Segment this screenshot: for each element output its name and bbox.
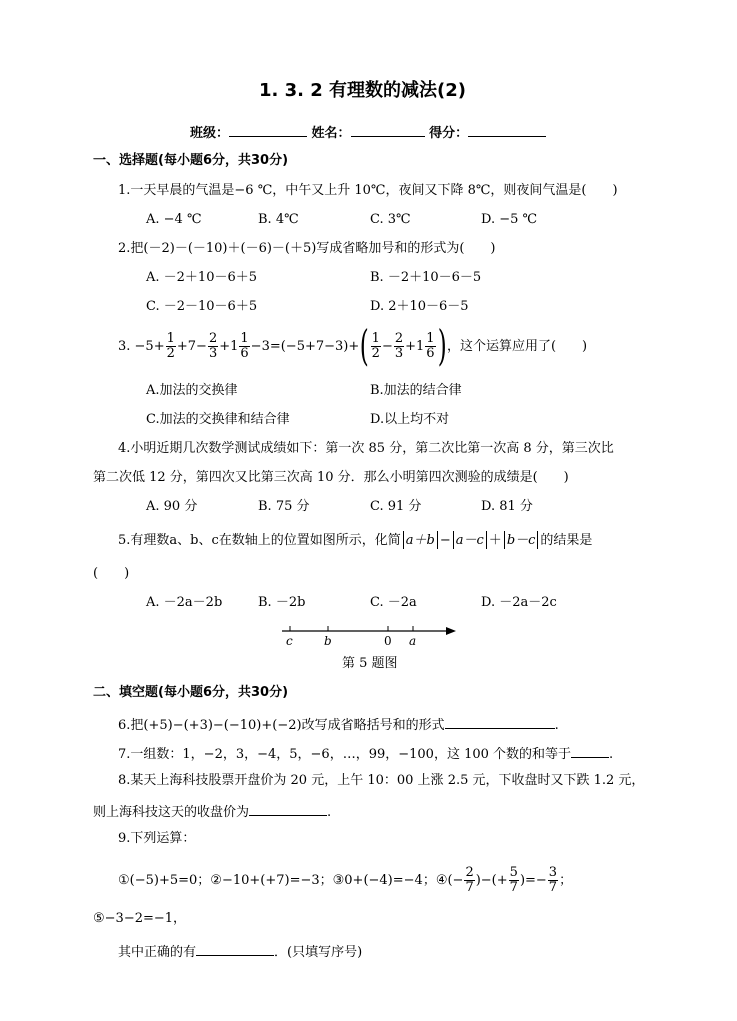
- q9-fraction-1: $\frac{2}{7}$: [465, 864, 474, 895]
- q5-number-line: [278, 620, 464, 648]
- page-title: 1. 3. 2 有理数的减法(2): [259, 80, 467, 101]
- class-label: 班级：: [190, 126, 230, 141]
- q5-option-c: C. －2a: [370, 595, 417, 610]
- q3-option-b: B.加法的结合律: [370, 383, 462, 398]
- q4-option-c: C. 91 分: [370, 499, 422, 514]
- axis-label-b: b: [324, 634, 332, 648]
- class-blank[interactable]: [229, 124, 307, 137]
- score-label: 得分：: [429, 126, 469, 141]
- q9-fraction-3: $\frac{3}{7}$: [548, 864, 558, 895]
- q3-stem: [118, 321, 588, 371]
- q6-answer-blank[interactable]: [445, 716, 555, 729]
- q5-figure-caption: 第 5 题图: [342, 656, 398, 671]
- q9-fraction-2: $\frac{5}{7}$: [509, 864, 518, 895]
- q4-line2: 第二次低 12 分，第四次又比第三次高 10 分．那么小明第四次测验的成绩是( ): [93, 470, 569, 485]
- q2-option-c: C. －2－10－6＋5: [146, 299, 258, 314]
- q9-answer-blank[interactable]: [196, 943, 274, 956]
- q7-answer-blank[interactable]: [571, 745, 609, 758]
- q8-line2: [93, 803, 331, 819]
- q3-suffix: ，这个运算应用了( ): [446, 338, 588, 354]
- q9-part2: )−(+: [475, 872, 508, 888]
- q5-stem: [118, 530, 592, 550]
- name-label: 姓名：: [311, 126, 351, 141]
- q4-option-a: A. 90 分: [146, 499, 198, 514]
- section1-heading: 一、选择题(每小题6分，共30分): [93, 153, 289, 168]
- q3-fraction-2: $\frac{2}{3}$: [208, 330, 218, 361]
- q3-option-c: C.加法的交换律和结合律: [146, 412, 290, 427]
- q9-answer-prefix: 其中正确的有: [118, 945, 197, 960]
- q9-part4: ；: [559, 872, 573, 888]
- q8-line1: 8.某天上海科技股票开盘价为 20 元，上午 10：00 上涨 2.5 元，下收盘时又下跌 1.2 元，: [118, 773, 645, 788]
- q3-option-a: A.加法的交换律: [146, 383, 238, 398]
- q7-text: 7.一组数：1，−2，3，−4，5，−6，…，99，−100，这 100 个数的和等于: [118, 747, 572, 762]
- q3-option-d: D.以上均不对: [370, 412, 450, 427]
- q8-answer-blank[interactable]: [249, 803, 327, 816]
- q9-intro: 9.下列运算：: [118, 831, 196, 846]
- q2-stem: 2.把(－2)－(－10)＋(－6)－(＋5)写成省略加号和的形式为( ): [118, 241, 496, 256]
- q6-end: .: [554, 718, 559, 733]
- q5-option-b: B. －2b: [258, 595, 306, 610]
- q7: [118, 745, 613, 761]
- q3-right-paren: ): [437, 321, 447, 371]
- q7-end: .: [609, 747, 614, 762]
- q2-option-d: D. 2＋10－6－5: [370, 299, 469, 314]
- q4-option-b: B. 75 分: [258, 499, 310, 514]
- q1-option-d: D. −5 ℃: [481, 212, 538, 227]
- q3-prefix: 3. −5+: [118, 338, 165, 354]
- q5-abs-expr-3: b－c: [506, 532, 536, 548]
- q5-abs-expr-1: a＋b: [405, 532, 435, 548]
- q3-left-paren: (: [359, 321, 369, 371]
- q2-option-b: B. －2＋10－6－5: [370, 270, 482, 285]
- q1-option-a: A. −4 ℃: [146, 212, 202, 227]
- q2-option-a: A. －2＋10－6＋5: [146, 270, 258, 285]
- q3-group-fraction-2: $\frac{2}{3}$: [394, 330, 404, 361]
- q1-option-c: C. 3℃: [370, 212, 411, 227]
- axis-label-a: a: [409, 634, 417, 648]
- number-line-arrow-icon: [446, 627, 456, 635]
- q9-line2: ⑤−3−2=−1，: [93, 911, 187, 926]
- q3-fraction-1: $\frac{1}{2}$: [166, 330, 175, 361]
- axis-label-0: 0: [384, 634, 392, 648]
- section2-heading: 二、填空题(每小题6分，共30分): [93, 685, 289, 700]
- q3-group-fraction-3: $\frac{1}{6}$: [426, 330, 435, 361]
- q3-mid2: +1: [219, 338, 239, 354]
- q1-option-b: B. 4℃: [258, 212, 299, 227]
- q5-line2: ( ): [93, 566, 130, 581]
- q9-answer: [118, 943, 362, 959]
- q6-text: 6.把(+5)−(+3)−(−10)+(−2)改写成省略括号和的形式: [118, 718, 445, 733]
- q3-fraction-3: $\frac{1}{6}$: [240, 330, 249, 361]
- q8-end: .: [327, 805, 332, 820]
- axis-label-c: c: [286, 634, 293, 648]
- q3-mid1: +7−: [176, 338, 207, 354]
- q8-text: 则上海科技这天的收盘价为: [93, 805, 250, 820]
- q5-plus: ＋: [488, 532, 502, 548]
- q5-stem-text: 5.有理数a、b、c在数轴上的位置如图所示，化简: [118, 532, 401, 548]
- q9-part1: ①(−5)+5=0；②−10+(+7)=−3；③0+(−4)=−4；④(−: [118, 872, 464, 888]
- q5-option-d: D. －2a－2c: [481, 595, 557, 610]
- name-blank[interactable]: [351, 124, 425, 137]
- q3-group-plus: +1: [405, 338, 425, 354]
- q4-option-d: D. 81 分: [481, 499, 533, 514]
- q9-operations: [118, 860, 572, 900]
- q4-line1: 4.小明近期几次数学测试成绩如下：第一次 85 分，第二次比第一次高 8 分，第三次比: [118, 441, 614, 456]
- q3-group-minus: −: [381, 338, 393, 354]
- q9-part3: )=−: [519, 872, 547, 888]
- q1-stem: 1.一天早晨的气温是−6 ℃，中午又上升 10℃，夜间又下降 8℃，则夜间气温是( ): [118, 183, 618, 198]
- q9-answer-suffix: ．(只填写序号): [274, 945, 363, 960]
- q5-stem-end: 的结果是: [540, 532, 593, 548]
- q5-minus: −: [439, 532, 451, 548]
- q5-option-a: A. －2a－2b: [146, 595, 223, 610]
- q6: [118, 716, 559, 732]
- q3-group-fraction-1: $\frac{1}{2}$: [371, 330, 380, 361]
- q3-mid3: −3=(−5+7−3)+: [250, 338, 360, 354]
- header-fields: [190, 124, 546, 140]
- score-blank[interactable]: [468, 124, 546, 137]
- q5-abs-expr-2: a－c: [455, 532, 484, 548]
